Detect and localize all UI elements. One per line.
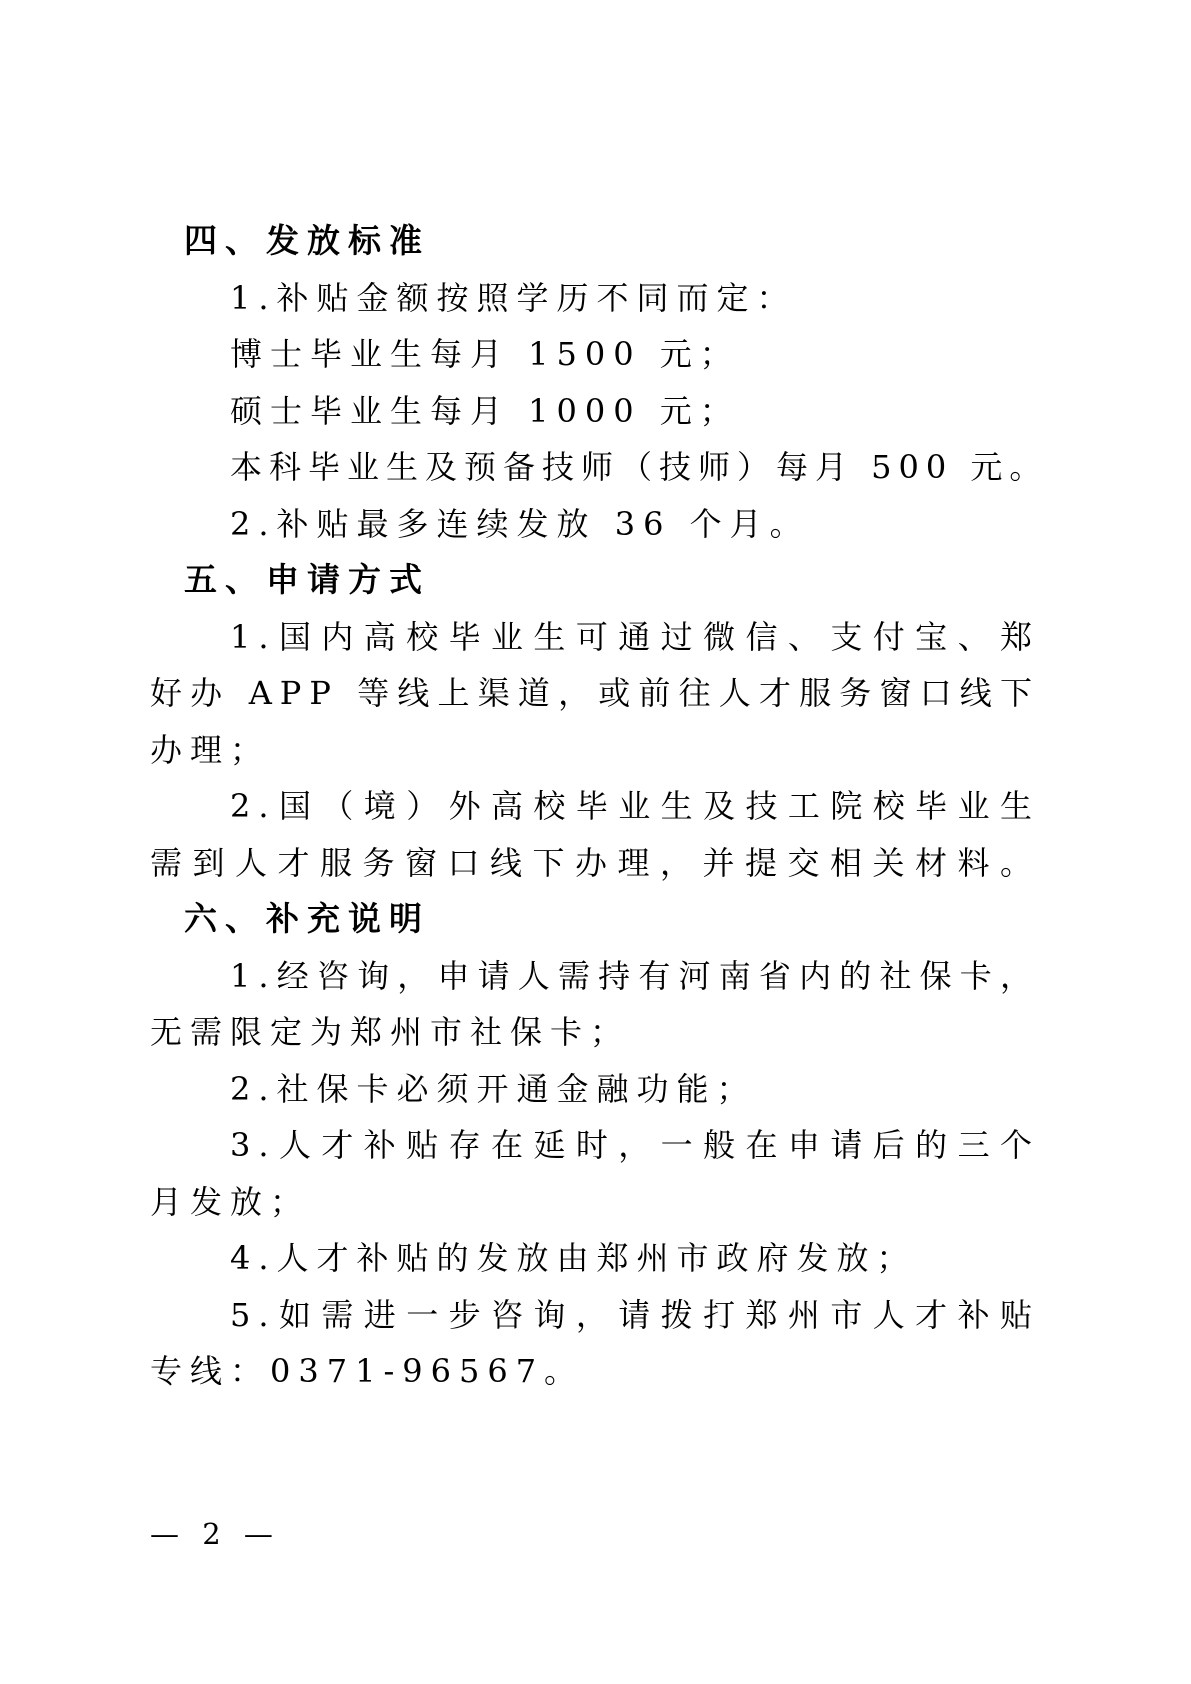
body-line: 月发放； bbox=[150, 1182, 311, 1221]
body-line: 博士毕业生每月 1500 元； bbox=[230, 335, 740, 373]
body-line: 2.国（境）外高校毕业生及技工院校毕业生 bbox=[230, 787, 1040, 825]
body-line: 需到人才服务窗口线下办理，并提交相关材料。 bbox=[150, 843, 1040, 882]
body-line: 5.如需进一步咨询，请拨打郑州市人才补贴 bbox=[230, 1295, 1040, 1334]
section-heading-5: 五、申请方式 bbox=[184, 560, 430, 599]
body-line: 本科毕业生及预备技师（技师）每月 500 元。 bbox=[230, 448, 1049, 486]
body-line: 好办 APP 等线上渠道，或前往人才服务窗口线下 bbox=[150, 674, 1040, 712]
body-line: 1.经咨询，申请人需持有河南省内的社保卡， bbox=[230, 956, 1040, 995]
section-heading-6: 六、补充说明 bbox=[184, 899, 430, 938]
body-line: 专线：0371-96567。 bbox=[150, 1352, 585, 1390]
body-line: 2.补贴最多连续发放 36 个月。 bbox=[230, 504, 810, 543]
section-heading-4: 四、发放标准 bbox=[184, 221, 430, 260]
body-line: 无需限定为郑州市社保卡； bbox=[150, 1013, 631, 1051]
body-line: 4.人才补贴的发放由郑州市政府发放； bbox=[230, 1239, 917, 1277]
body-line: 2.社保卡必须开通金融功能； bbox=[230, 1069, 757, 1108]
document-body bbox=[150, 213, 1049, 1400]
page-number: — 2 — bbox=[150, 1517, 276, 1551]
body-line: 3.人才补贴存在延时，一般在申请后的三个 bbox=[230, 1126, 1040, 1164]
body-line: 1.补贴金额按照学历不同而定： bbox=[230, 278, 797, 317]
body-line: 办理； bbox=[150, 730, 271, 769]
body-line: 硕士毕业生每月 1000 元； bbox=[230, 391, 740, 430]
body-line: 1.国内高校毕业生可通过微信、支付宝、郑 bbox=[230, 617, 1040, 656]
